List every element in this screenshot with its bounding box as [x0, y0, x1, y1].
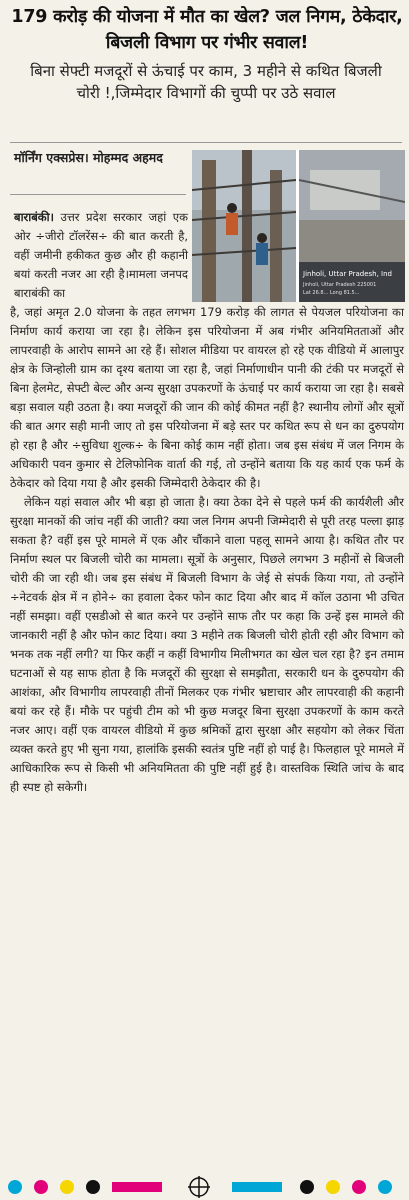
article-dateline: बाराबंकी।: [14, 210, 54, 224]
cyan-swatch: [8, 1180, 22, 1194]
registration-mark-icon: [188, 1176, 210, 1198]
article-subheadline: बिना सेफ्टी मजदूरों से ऊंचाई पर काम, 3 महीने से कथित बिजली चोरी !,जिम्मेदार विभागों की चुप्पी पर उठे सवाल: [30, 62, 382, 102]
cyan-bar: [232, 1182, 282, 1192]
article-headline: 179 करोड़ की योजना में मौत का खेल? जल निगम, ठेकेदार, बिजली विभाग पर गंभीर सवाल!: [11, 7, 403, 53]
magenta-bar: [112, 1182, 162, 1192]
photo-caption-line2: Jinholi, Uttar Pradesh 225001: [303, 282, 377, 288]
magenta-swatch: [34, 1180, 48, 1194]
article-paragraph: है, जहां अमृत 2.0 योजना के तहत लगभग 179 करोड़ की लागत से पेयजल परियोजना का निर्माण कार्य कराया जा रहा है। लेकिन इस परियोजना में अब गंभीर अनियमितताओं और लापरवाही के आरोप सामने आ रहे हैं। सोशल मीडिया पर वायरल हो रहे एक वीडियो में आलापुर क्षेत्र के जिन्होली ग्राम का दृश्य बताया जा रहा है, जहां निर्माणाधीन पानी की टंकी पर मजदूरों से बिना हेलमेट, सेफ्टी बेल्ट और अन्य सुरक्षा उपकरणों के ऊंचाई पर कार्य कराया जा रहा है। सबसे बड़ा सवाल यही उठता है। क्या मजदूरों की जान की कोई कीमत नहीं है? स्थानीय लोगों और सूत्रों की बात अगर सही मानी जाए तो इस परियोजना में बड़े स्तर पर कथित रूप से धन का दुरुपयोग हो रहा है और ÷सुविधा शुल्क÷ के बिना कोई काम नहीं होता। जब इस संबंध में जल निगम के अधिकारी पवन कुमार से टेलिफोनिक वार्ता की गई, तो उन्होंने बताया कि यह कार्य एक फर्म के ठेकेदार को दिया गया है और इसकी जिम्मेदारी ठेकेदार की है।: [10, 305, 404, 490]
photo-caption-line3: Lat 26.8... Long 81.5...: [303, 290, 360, 296]
black-swatch: [86, 1180, 100, 1194]
print-registration-strip: [0, 1168, 409, 1200]
lead-text: उत्तर प्रदेश सरकार जहां एक ओर ÷जीरो टॉलरेंस÷ की बात करती है, वहीं जमीनी हकीकत कुछ और ही कहानी बयां करती नजर आ रही है।मामला जनपद बाराबंकी का: [14, 210, 188, 300]
header-divider: [10, 142, 402, 143]
article-byline: मॉर्निंग एक्सप्रेस। मोहम्मद अहमद: [14, 150, 163, 165]
byline-divider: [10, 194, 186, 195]
yellow-swatch: [60, 1180, 74, 1194]
article-photo: [192, 150, 405, 302]
news-photo-icon: [192, 150, 405, 302]
magenta-swatch: [352, 1180, 366, 1194]
black-swatch: [300, 1180, 314, 1194]
article-lead: [14, 208, 188, 303]
article-paragraph: लेकिन यहां सवाल और भी बड़ा हो जाता है। क्या ठेका देने से पहले फर्म की कार्यशैली और सुरक्षा मानकों की जांच नहीं की जाती? क्या जल निगम अपनी जिम्मेदारी से पूरी तरह पल्ला झाड़ सकता है? वहीं इस पूरे मामले में एक और चौंकाने वाला पहलू सामने आया है। कथित तौर पर निर्माण स्थल पर बिजली चोरी का मामला। सूत्रों के अनुसार, पिछले लगभग 3 महीनों से बिजली चोरी की जा रही थी। जब इस संबंध में बिजली विभाग के जेई से संपर्क किया गया, तो उन्होंने ÷नेटवर्क क्षेत्र में न होने÷ का हवाला देकर फोन काट दिया और बाद में कॉल उठाना भी उचित नहीं समझा। वहीं एसडीओ से बात करने पर उन्होंने साफ तौर पर कहा कि उन्हें इस मामले की जानकारी नहीं है और फोन काट दिया। क्या 3 महीने तक बिजली चोरी होती रही और विभाग को भनक तक नहीं लगी? या फिर कहीं न कहीं विभागीय मिलीभगत का खेल चल रहा है? इन तमाम घटनाओं से यह साफ होता है कि मजदूरों की सुरक्षा से समझौता, सरकारी धन के दुरुपयोग की आशंका, और विभागीय लापरवाही तीनों मिलकर एक गंभीर भ्रष्टाचार और लापरवाही की कहानी बयां कर रहे हैं। मौके पर पहुंची टीम को भी कुछ मजदूर बिना सुरक्षा उपकरणों के काम करते नजर आए। वहीं एक वायरल वीडियो में कुछ श्रमिकों द्वारा सुरक्षा और सहयोग को लेकर चिंता व्यक्त करते हुए भी सुना गया, हालांकि इसकी स्वतंत्र पुष्टि नहीं हो पाई है। फिलहाल पूरे मामले में आधिकारिक रूप से किसी भी अनियमितता की पुष्टि नहीं हुई है। वास्तविक स्थिति जांच के बाद ही स्पष्ट हो सकेगी।: [10, 495, 404, 794]
article-body: [10, 303, 404, 797]
cyan-swatch: [378, 1180, 392, 1194]
yellow-swatch: [326, 1180, 340, 1194]
photo-caption-line1: Jinholi, Uttar Pradesh, Ind: [303, 270, 393, 278]
